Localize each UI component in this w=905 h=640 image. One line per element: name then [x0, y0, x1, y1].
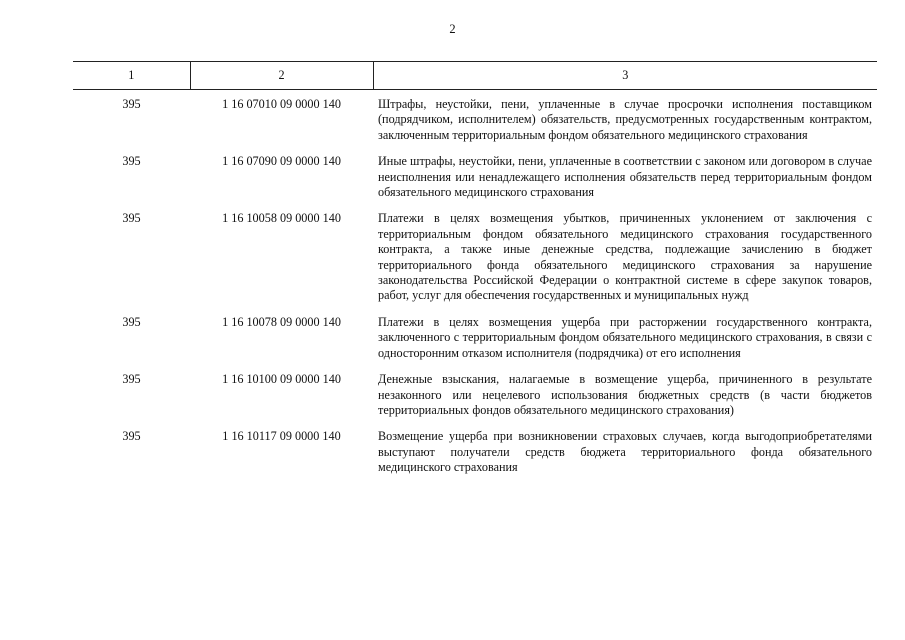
table-row [73, 304, 877, 361]
admin-code-cell: 395 [122, 154, 141, 169]
table-header [73, 62, 877, 90]
description-cell: Возмещение ущерба при возникновении страховых случаев, когда выгодоприобретателями выступают получатели средств бюджета территориального фонда обязательного медицинского страхования [378, 429, 872, 475]
header-row [73, 62, 877, 90]
table-row [73, 143, 877, 200]
income-code-cell: 1 16 10100 09 0000 140 [222, 372, 341, 387]
admin-code-cell: 395 [122, 314, 141, 329]
admin-code-cell: 395 [122, 372, 141, 387]
description-cell: Денежные взыскания, налагаемые в возмещение ущерба, причиненного в результате незаконного или нецелевого использования бюджетных средств (в части бюджетов территориальных фондов обязательного медицинского страхования) [378, 372, 872, 417]
income-code-cell: 1 16 07010 09 0000 140 [222, 97, 341, 111]
income-code-cell: 1 16 10117 09 0000 140 [222, 429, 341, 444]
admin-code-cell: 395 [122, 211, 141, 226]
table-row [73, 200, 877, 303]
description-cell: Штрафы, неустойки, пени, уплаченные в случае просрочки исполнения поставщиком (подрядчиком, исполнителем) обязательств, предусмотренных государственным контрактом, заключенным территориальным фондом обязательного медицинского страхования [378, 97, 872, 142]
description-cell: Иные штрафы, неустойки, пени, уплаченные в соответствии с законом или договором в случае неисполнения или ненадлежащего исполнения обязательств перед территориальным фондом обязательного медицинского страхования [378, 154, 872, 200]
table-row [73, 418, 877, 475]
column-header-1: 1 [73, 62, 190, 90]
table-row [73, 90, 877, 144]
column-header-2: 2 [190, 62, 373, 90]
admin-code-cell: 395 [122, 429, 141, 444]
admin-code-cell: 395 [122, 97, 141, 111]
description-cell: Платежи в целях возмещения убытков, причиненных уклонением от заключения с территориальным фондом обязательного медицинского страхования государственного контракта, а также иные денежные средства, подлежащие зачислению в бюджет территориального фонда обязательного медицинского страхования за нарушение законодательства Российской Федерации о контрактной системе в сфере закупок товаров, работ, услуг для обеспечения государственных и муниципальных нужд [378, 211, 872, 303]
table-row [73, 361, 877, 418]
income-codes-table [73, 61, 877, 476]
income-code-cell: 1 16 07090 09 0000 140 [222, 154, 341, 169]
table-body [73, 90, 877, 476]
income-code-cell: 1 16 10078 09 0000 140 [222, 314, 341, 329]
income-code-cell: 1 16 10058 09 0000 140 [222, 211, 341, 226]
page-number: 2 [449, 22, 456, 36]
description-cell: Платежи в целях возмещения ущерба при расторжении государственного контракта, заключенного с территориальным фондом обязательного медицинского страхования, в связи с односторонним отказом исполнителя (подрядчика) от его исполнения [378, 314, 872, 360]
column-header-3: 3 [373, 62, 877, 90]
